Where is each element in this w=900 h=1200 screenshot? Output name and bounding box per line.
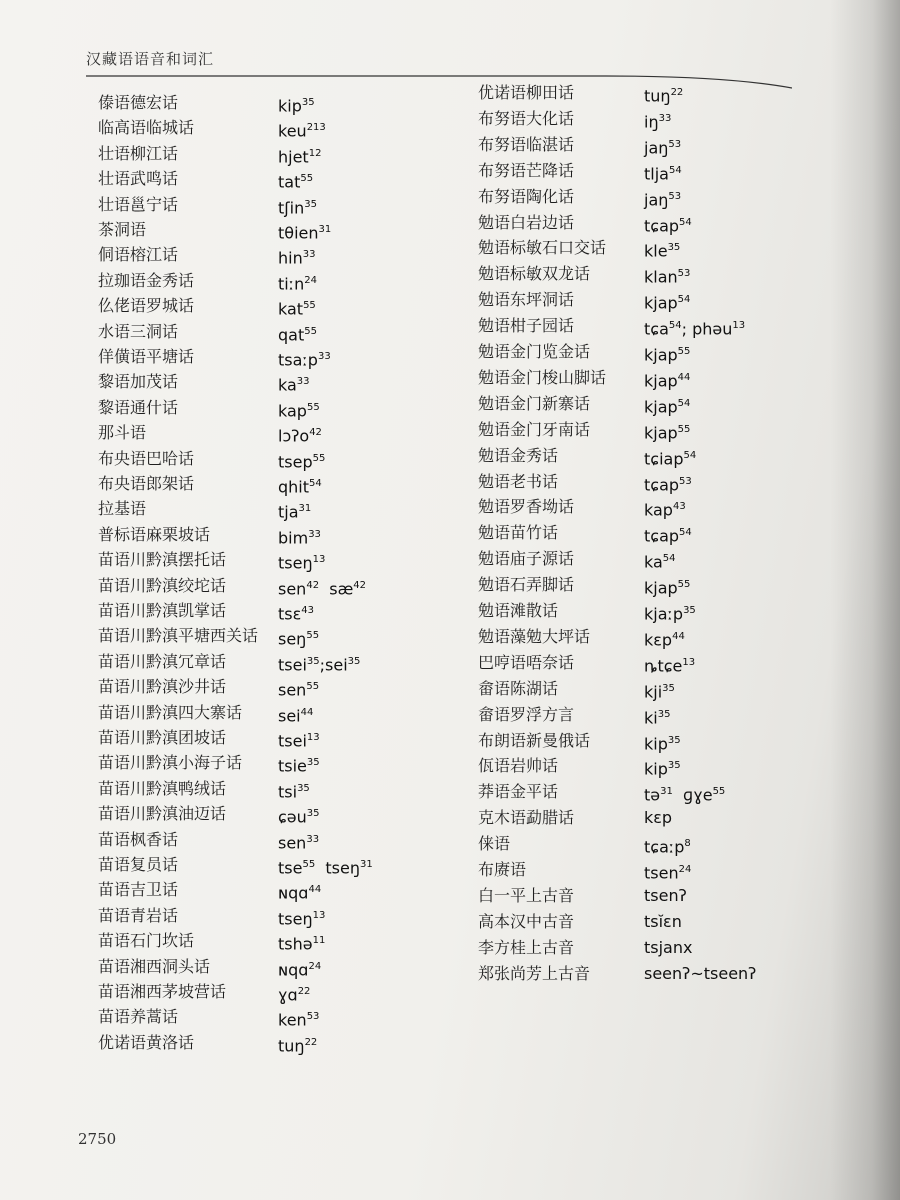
running-header-title: 汉藏语语音和词汇 <box>86 50 215 68</box>
phonetic-form: tsi$^{35}$ <box>278 782 310 802</box>
phonetic-form: tθien$^{31}$ <box>278 223 332 243</box>
language-name: 高本汉中古音 <box>478 911 575 931</box>
phonetic-form: ɣɑ$^{22}$ <box>278 985 311 1005</box>
language-name: 布赓语 <box>478 860 527 879</box>
language-name: 佯僙语平塘话 <box>98 347 195 366</box>
phonetic-form: tsĭɛn <box>644 911 682 931</box>
language-name: 苗语川黔滇小海子话 <box>98 753 243 773</box>
phonetic-form: kle$^{35}$ <box>644 241 681 261</box>
phonetic-form: tsaːp$^{33}$ <box>278 350 331 370</box>
phonetic-form: tsenʔ <box>644 885 687 905</box>
language-name: 苗语川黔滇鸭绒话 <box>98 778 227 798</box>
language-name: 傣语德宏话 <box>98 93 179 112</box>
language-name: 苗语养蒿话 <box>98 1007 179 1027</box>
phonetic-form: tshə$^{11}$ <box>278 934 326 954</box>
phonetic-form: tseŋ$^{13}$ <box>278 909 326 929</box>
phonetic-form: tə$^{31}$ ɡɣe$^{55}$ <box>644 785 726 805</box>
phonetic-form: tɕap$^{54}$ <box>644 215 692 235</box>
phonetic-form: tɕaːp$^8$ <box>644 837 691 857</box>
language-name: 布央语郎架话 <box>98 474 195 493</box>
phonetic-form: tʃin$^{35}$ <box>278 197 317 217</box>
language-name: 勉语石弄脚话 <box>478 575 575 595</box>
phonetic-form: tuŋ$^{22}$ <box>278 1036 318 1056</box>
language-name: 勉语苗竹话 <box>478 523 559 543</box>
phonetic-form: kjap$^{55}$ <box>644 423 691 443</box>
phonetic-form: qhit$^{54}$ <box>278 477 322 497</box>
phonetic-form: jaŋ$^{53}$ <box>644 189 682 209</box>
phonetic-form: seŋ$^{55}$ <box>278 629 320 649</box>
phonetic-form: tɕiap$^{54}$ <box>644 448 697 468</box>
language-name: 黎语通什话 <box>98 397 179 417</box>
language-name: 水语三洞话 <box>98 321 179 341</box>
language-name: 苗语川黔滇沙井话 <box>98 677 227 697</box>
language-name: 布朗语新曼俄话 <box>478 730 591 750</box>
phonetic-form: tsie$^{35}$ <box>278 756 320 776</box>
language-name: 苗语川黔滇绞坨话 <box>98 575 227 595</box>
phonetic-form: $ka^{33}$ <box>278 375 310 395</box>
language-name: 临高语临城话 <box>98 118 195 138</box>
language-name: 勉语庙子源话 <box>478 549 575 569</box>
phonetic-form: tsei$^{35}$;sei$^{35}$ <box>278 655 361 675</box>
phonetic-form: kip$^{35}$ <box>644 759 681 779</box>
language-name: 勉语标敏双龙话 <box>478 264 591 284</box>
language-name: 勉语藻勉大坪话 <box>478 626 591 646</box>
language-name: 仫佬语罗城话 <box>98 296 195 316</box>
language-name: 勉语柑子园话 <box>478 316 575 336</box>
language-name: 优诺语黄洛话 <box>98 1032 195 1052</box>
language-name: 勉语罗香坳话 <box>478 497 575 517</box>
language-name: 壮语邕宁话 <box>98 194 179 214</box>
language-name: 勉语东坪洞话 <box>478 290 575 310</box>
language-name: 巴哼语唔奈话 <box>478 652 575 672</box>
phonetic-form: tɕap$^{54}$ <box>644 526 692 546</box>
phonetic-form: ȵtɕe$^{13}$ <box>644 656 696 676</box>
language-name: 勉语金门牙南话 <box>478 419 591 439</box>
phonetic-form: jaŋ$^{53}$ <box>644 138 682 158</box>
phonetic-form: tuŋ$^{22}$ <box>644 86 684 106</box>
phonetic-form: kɛp <box>644 808 673 828</box>
language-name: 苗语川黔滇摆托话 <box>98 550 227 570</box>
language-name: 侗语榕江话 <box>98 245 179 265</box>
phonetic-form: keu$^{213}$ <box>278 121 326 141</box>
language-name: 俫语 <box>478 834 511 854</box>
language-name: 勉语老书话 <box>478 471 559 491</box>
phonetic-form: kjap$^{54}$ <box>644 397 691 417</box>
language-name: 苗语川黔滇四大寨话 <box>98 702 243 722</box>
phonetic-form: qat$^{55}$ <box>278 324 317 344</box>
language-name: 苗语川黔滇油迈话 <box>98 804 227 824</box>
language-name: 拉珈语金秀话 <box>98 270 195 290</box>
phonetic-form: seenʔ~tseenʔ <box>644 963 757 983</box>
language-name: 佤语岩帅话 <box>478 756 559 776</box>
language-name: 壮语柳江话 <box>98 143 179 163</box>
language-name: 苗语石门坎话 <box>98 931 195 951</box>
phonetic-form: tsep$^{55}$ <box>278 451 326 471</box>
phonetic-form: kat$^{55}$ <box>278 299 316 319</box>
language-name: 布努语芒降话 <box>478 160 575 180</box>
language-name: 苗语川黔滇团坡话 <box>98 728 227 747</box>
language-name: 勉语金秀话 <box>478 445 559 465</box>
phonetic-form: kjap$^{55}$ <box>644 578 691 598</box>
page-number: 2750 <box>78 1130 117 1148</box>
language-name: 畲语罗浮方言 <box>478 704 575 724</box>
phonetic-form: tseŋ$^{13}$ <box>278 553 326 573</box>
language-name: 苗语吉卫话 <box>98 880 179 900</box>
phonetic-form: tsen$^{24}$ <box>644 863 692 883</box>
language-name: 勉语标敏石口交话 <box>478 238 607 258</box>
language-name: 布央语巴哈话 <box>98 448 195 468</box>
phonetic-form: ɴqɑ$^{44}$ <box>278 883 322 903</box>
language-name: 勉语金门新寨话 <box>478 393 591 413</box>
language-name: 白一平上古音 <box>478 885 575 905</box>
language-name: 苗语枫香话 <box>98 829 179 849</box>
phonetic-form: $ki^{35}$ <box>644 707 671 727</box>
language-name: 勉语金门览金话 <box>478 342 591 361</box>
phonetic-form: kɛp$^{44}$ <box>644 630 685 650</box>
phonetic-form: tat$^{55}$ <box>278 172 314 192</box>
phonetic-form: kap$^{55}$ <box>278 401 320 421</box>
language-name: 勉语滩散话 <box>478 601 559 620</box>
phonetic-form: lɔʔo$^{42}$ <box>278 426 322 446</box>
language-name: 莽语金平话 <box>478 782 559 802</box>
phonetic-form: tiːn$^{24}$ <box>278 274 317 294</box>
phonetic-form: hin$^{33}$ <box>278 248 316 268</box>
language-name: 普标语麻栗坡话 <box>98 524 211 544</box>
language-name: 布努语陶化话 <box>478 186 575 206</box>
phonetic-form: ɕəu$^{35}$ <box>278 807 320 827</box>
language-name: 勉语白岩边话 <box>478 212 575 232</box>
header-rule <box>86 70 792 90</box>
language-name: 布努语临湛话 <box>478 134 575 154</box>
language-name: 苗语复员话 <box>98 855 179 874</box>
phonetic-form: tlja$^{54}$ <box>644 164 682 184</box>
phonetic-form: tɕa$^{54}$; phəu$^{13}$ <box>644 319 746 339</box>
language-name: 李方桂上古音 <box>478 937 575 957</box>
phonetic-form: sen$^{33}$ <box>278 832 320 852</box>
language-name: 布努语大化话 <box>478 108 575 128</box>
phonetic-form: tja$^{31}$ <box>278 502 312 522</box>
language-name: 郑张尚芳上古音 <box>478 963 591 983</box>
phonetic-form: sen$^{42}$ $sæ^{42}$ <box>278 578 367 598</box>
language-name: 苗语湘西茅坡营话 <box>98 982 227 1001</box>
page-edge-shadow <box>830 0 900 1200</box>
phonetic-form: ken$^{53}$ <box>278 1010 320 1030</box>
language-name: 勉语金门梭山脚话 <box>478 367 607 387</box>
phonetic-form: kjap$^{55}$ <box>644 345 691 365</box>
language-name: 苗语青岩话 <box>98 905 179 925</box>
phonetic-form: tsɛ$^{43}$ <box>278 604 314 624</box>
phonetic-form: sen$^{55}$ <box>278 680 320 700</box>
phonetic-form: kap$^{43}$ <box>644 500 686 520</box>
phonetic-form: bim$^{33}$ <box>278 528 321 548</box>
phonetic-form: $ka^{54}$ <box>644 552 676 572</box>
phonetic-form: kjaːp$^{35}$ <box>644 604 696 624</box>
language-name: 壮语武鸣话 <box>98 169 179 189</box>
phonetic-form: kjap$^{44}$ <box>644 371 691 391</box>
language-name: 茶洞语 <box>98 220 147 239</box>
language-name: 畲语陈湖话 <box>478 678 559 698</box>
language-name: 苗语川黔滇凯掌话 <box>98 601 227 620</box>
phonetic-form: sei$^{44}$ <box>278 705 314 725</box>
language-name: 那斗语 <box>98 423 147 443</box>
phonetic-form: tsjanx <box>644 937 693 957</box>
phonetic-form: $iŋ^{33}$ <box>644 112 672 132</box>
language-name: 克木语勐腊话 <box>478 808 575 828</box>
phonetic-form: kjap$^{54}$ <box>644 293 691 313</box>
language-name: 苗语湘西洞头话 <box>98 956 211 976</box>
language-name: 苗语川黔滇平塘西关话 <box>98 626 259 646</box>
language-name: 黎语加茂话 <box>98 372 179 392</box>
phonetic-form: tsei$^{13}$ <box>278 731 320 751</box>
phonetic-form: klan$^{53}$ <box>644 267 691 287</box>
phonetic-form: tse$^{55}$ tseŋ$^{31}$ <box>278 858 373 878</box>
language-name: 苗语川黔滇冗章话 <box>98 651 227 671</box>
phonetic-form: kip$^{35}$ <box>278 96 315 116</box>
phonetic-form: ɴqɑ$^{24}$ <box>278 959 322 979</box>
phonetic-form: hjet$^{12}$ <box>278 147 322 167</box>
phonetic-form: kip$^{35}$ <box>644 733 681 753</box>
phonetic-form: kji$^{35}$ <box>644 682 675 702</box>
language-name: 优诺语柳田话 <box>478 83 575 102</box>
language-name: 拉基语 <box>98 499 147 519</box>
phonetic-form: tɕap$^{53}$ <box>644 474 692 494</box>
